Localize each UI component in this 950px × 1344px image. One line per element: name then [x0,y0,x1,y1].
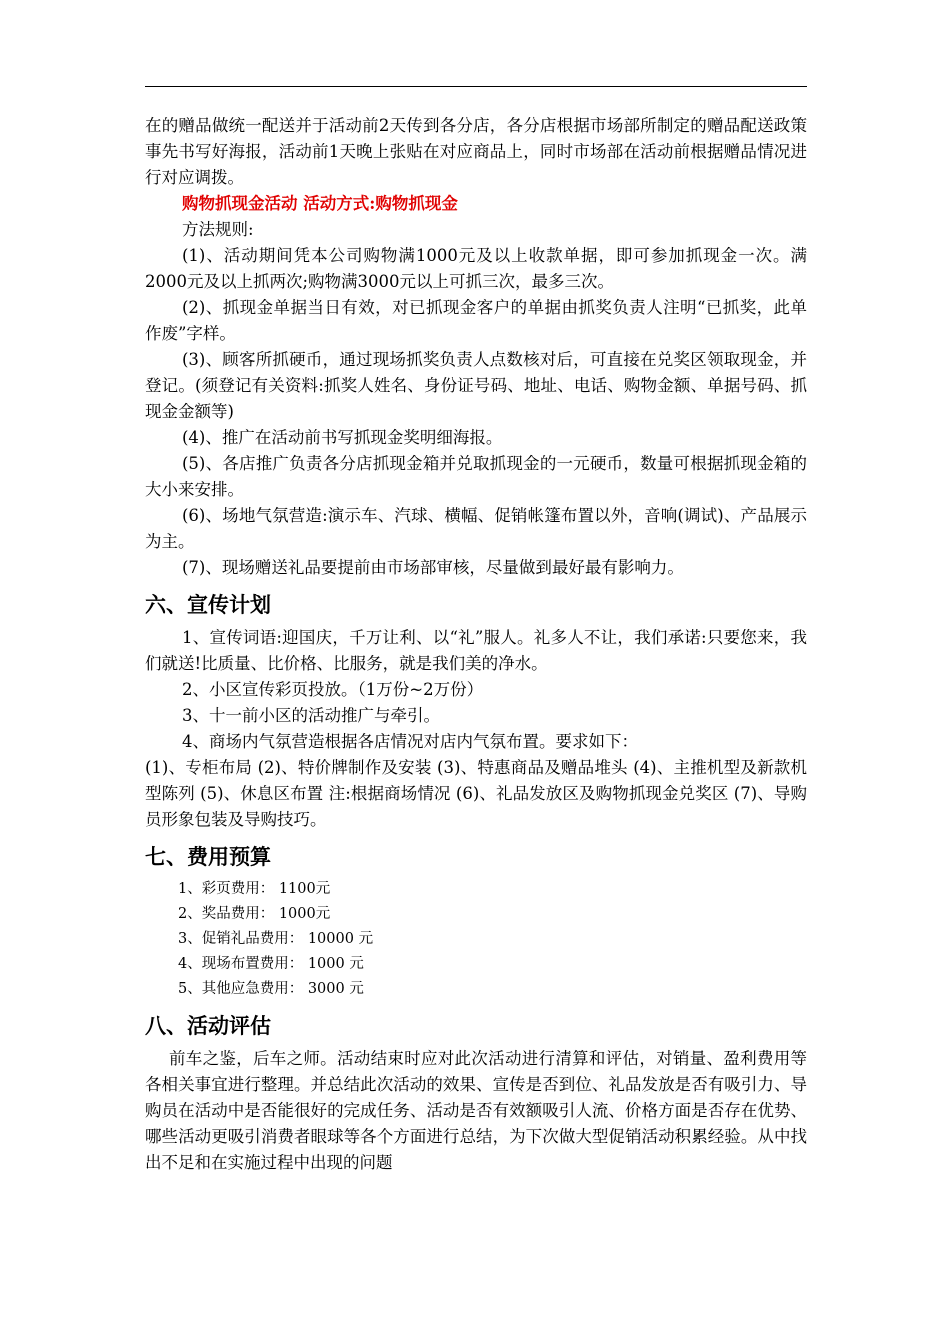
budget-item: 3、促销礼品费用： 10000 元 [178,931,374,947]
publicity-item: 4、商场内气氛营造根据各店情况对店内气氛布置。要求如下： [182,732,638,751]
rules-label: 方法规则: [182,220,254,239]
section-title-publicity: 六、宣传计划 [145,593,271,617]
section-title-evaluation: 八、活动评估 [145,1014,271,1038]
top-paragraph: 在的赠品做统一配送并于活动前2天传到各分店，各分店根据市场部所制定的赠品配送政策事先书写好海报，活动前1天晚上张贴在对应商品上，同时市场部在活动前根据赠品情况进行对应调拨。 [145,116,807,187]
rule-item: (2)、抓现金单据当日有效，对已抓现金客户的单据由抓奖负责人注明“已抓奖，此单作废”字样。 [145,298,807,343]
rule-item: (3)、顾客所抓硬币，通过现场抓奖负责人点数核对后，可直接在兑奖区领取现金，并登记。(须登记有关资料:抓奖人姓名、身份证号码、地址、电话、购物金额、单据号码、抓现金金额等) [145,350,807,421]
document-body [145,113,807,1176]
cash-activity-heading: 购物抓现金活动 活动方式:购物抓现金 [182,194,458,213]
budget-item: 4、现场布置费用： 1000 元 [178,956,364,972]
rule-item: (5)、各店推广负责各分店抓现金箱并兑取抓现金的一元硬币，数量可根据抓现金箱的大小来安排。 [145,454,807,499]
publicity-requirements: (1)、专柜布局 (2)、特价牌制作及安装 (3)、特惠商品及赠品堆头 (4)、主推机型及新款机型陈列 (5)、休息区布置 注:根据商场情况 (6)、礼品发放区及购物抓现金兑奖区 (7)、导购员形象包装及导购技巧。 [145,758,807,829]
budget-item: 2、奖品费用： 1000元 [178,906,331,922]
budget-item: 1、彩页费用： 1100元 [178,881,331,897]
section-title-budget: 七、费用预算 [145,845,271,869]
rule-item: (6)、场地气氛营造:演示车、汽球、横幅、促销帐篷布置以外，音响(调试)、产品展示为主。 [145,506,807,551]
publicity-item: 2、小区宣传彩页投放。（1万份~2万份） [182,680,484,699]
rule-item: (7)、现场赠送礼品要提前由市场部审核，尽量做到最好最有影响力。 [182,558,684,577]
budget-item: 5、其他应急费用： 3000 元 [178,981,364,997]
publicity-item: 3、十一前小区的活动推广与牵引。 [182,706,440,725]
rule-item: (1)、活动期间凭本公司购物满1000元及以上收款单据，即可参加抓现金一次。满2000元及以上抓两次;购物满3000元以上可抓三次，最多三次。 [145,246,807,291]
publicity-item: 1、宣传词语:迎国庆，千万让利、以“礼”服人。礼多人不让，我们承诺:只要您来，我们就送!比质量、比价格、比服务，就是我们美的净水。 [145,628,807,673]
evaluation-body: 前车之鉴，后车之师。活动结束时应对此次活动进行清算和评估，对销量、盈利费用等各相关事宜进行整理。并总结此次活动的效果、宣传是否到位、礼品发放是否有吸引力、导购员在活动中是否能很好的完成任务、活动是否有效额吸引人流、价格方面是否存在优势、哪些活动更吸引消费者眼球等各个方面进行总结，为下次做大型促销活动积累经验。从中找出不足和在实施过程中出现的问题 [145,1049,807,1172]
rule-item: (4)、推广在活动前书写抓现金奖明细海报。 [182,428,503,447]
header-rule [145,86,807,87]
